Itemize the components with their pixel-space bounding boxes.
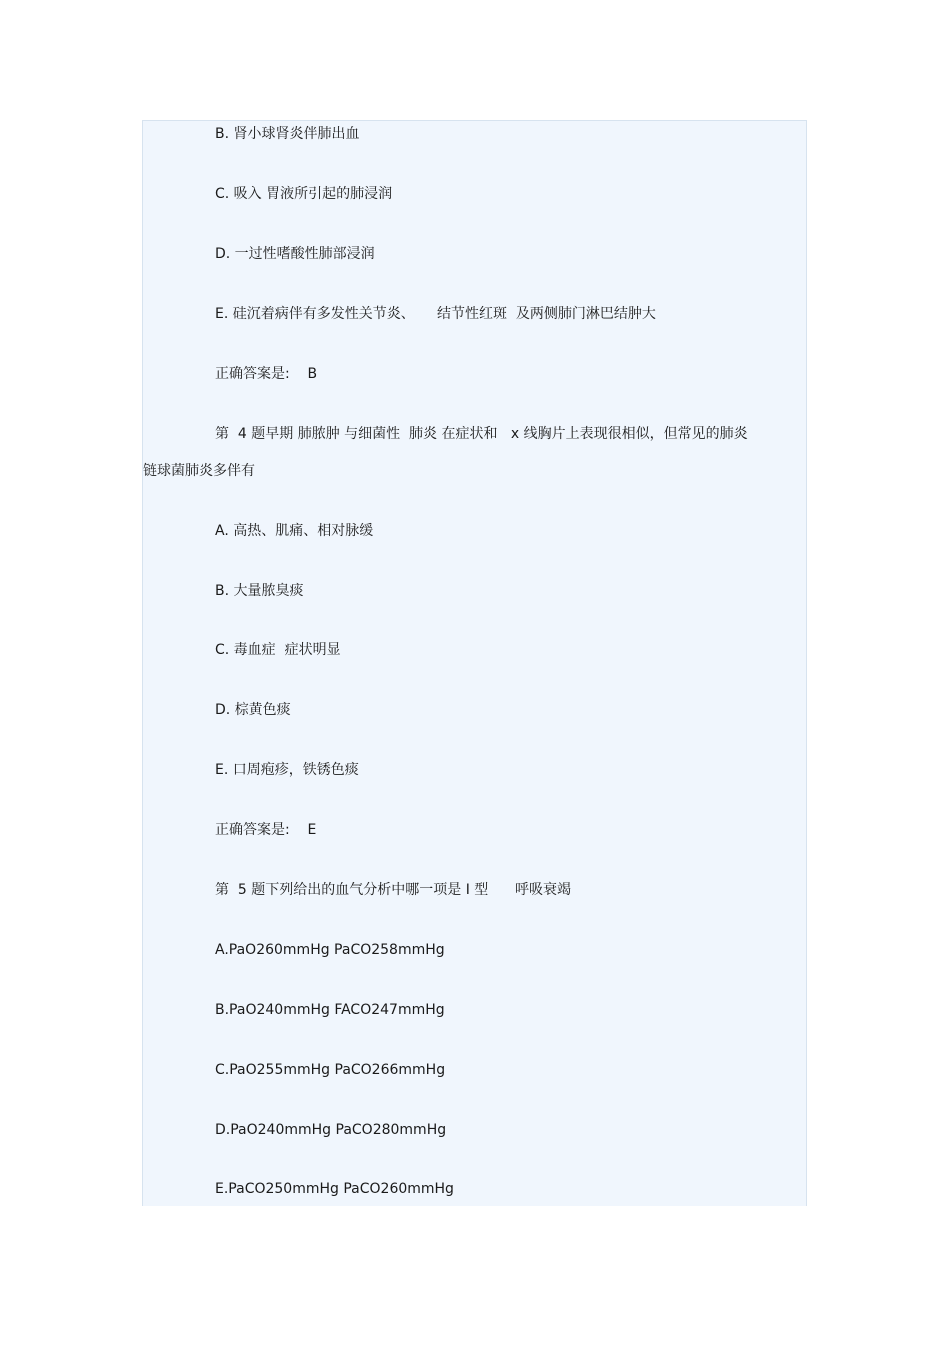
q5-option-b: B.PaO240mmHg FACO247mmHg <box>215 1002 445 1018</box>
q5-option-a: A.PaO260mmHg PaCO258mmHg <box>215 942 445 958</box>
q3-option-b: B. 肾小球肾炎伴肺出血 <box>215 126 360 142</box>
q3-option-e: E. 硅沉着病伴有多发性关节炎、 结节性红斑 及两侧肺门淋巴结肿大 <box>215 306 656 322</box>
q5-option-d: D.PaO240mmHg PaCO280mmHg <box>215 1122 447 1138</box>
q4-answer: 正确答案是: E <box>215 822 317 838</box>
q5-stem: 第 5 题下列给出的血气分析中哪一项是 I 型 呼吸衰竭 <box>215 882 571 898</box>
q3-option-d: D. 一过性嗜酸性肺部浸润 <box>215 246 375 262</box>
q4-option-c: C. 毒血症 症状明显 <box>215 642 341 658</box>
content-panel <box>142 120 807 1206</box>
q5-option-c: C.PaO255mmHg PaCO266mmHg <box>215 1062 446 1078</box>
q3-answer: 正确答案是: B <box>215 366 318 382</box>
q4-option-a: A. 高热、肌痛、相对脉缓 <box>215 523 374 539</box>
q4-option-d: D. 棕黄色痰 <box>215 702 291 718</box>
q4-option-e: E. 口周疱疹，铁锈色痰 <box>215 762 359 778</box>
q5-option-e: E.PaCO250mmHg PaCO260mmHg <box>215 1181 454 1197</box>
q4-stem-line2: 链球菌肺炎多伴有 <box>143 463 255 479</box>
q4-stem-line1: 第 4 题早期 肺脓肿 与细菌性 肺炎 在症状和 x 线胸片上表现很相似，但常见的肺炎 <box>215 426 748 442</box>
q4-option-b: B. 大量脓臭痰 <box>215 583 304 599</box>
q3-option-c: C. 吸入 胃液所引起的肺浸润 <box>215 186 393 202</box>
